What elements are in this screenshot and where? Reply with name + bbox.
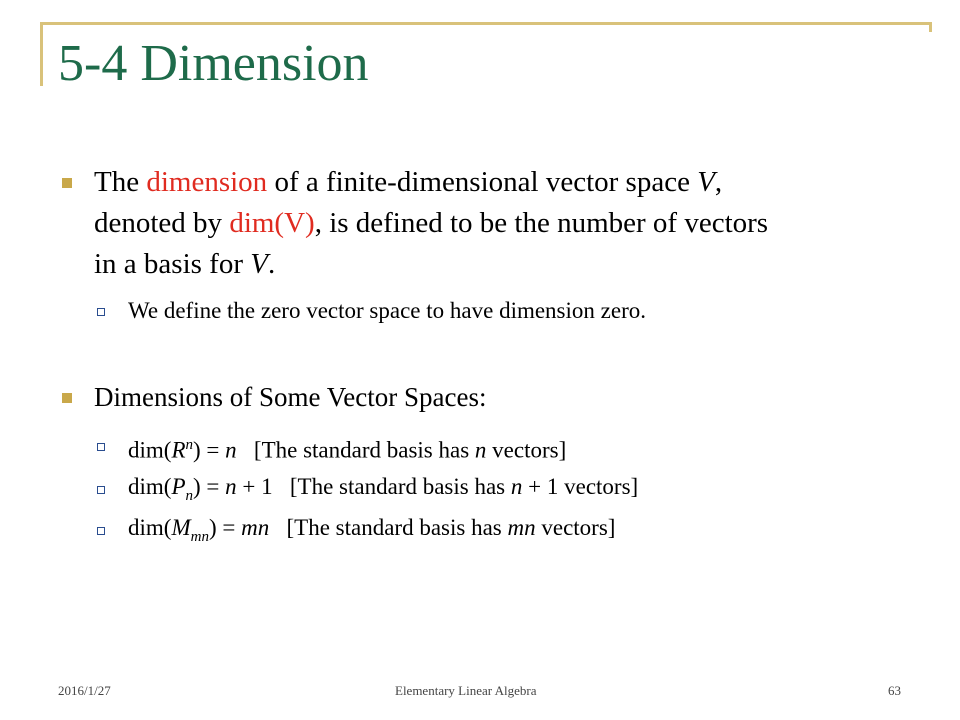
slide-frame-top-line xyxy=(40,22,932,25)
sub-bullet-square-icon xyxy=(97,527,105,535)
footer-course: Elementary Linear Algebra xyxy=(395,683,537,698)
definition-line-2: denoted by dim(V), is defined to be the number of vectors xyxy=(94,207,769,239)
definition-line-1: The dimension of a finite-dimensional vector space V, xyxy=(94,166,723,198)
bullet-square-icon xyxy=(62,178,72,188)
footer-date: 2016/1/27 xyxy=(58,683,111,698)
bullet-square-icon xyxy=(62,393,72,403)
highlight-term-dimv: dim(V) xyxy=(229,207,315,239)
sub-bullet-square-icon xyxy=(97,486,105,494)
slide-frame-left-line xyxy=(40,22,43,86)
dims-heading: Dimensions of Some Vector Spaces: xyxy=(94,382,487,412)
slide-title: 5-4 Dimension xyxy=(58,35,369,92)
dim-mmn-item: $dim(M_{mn})$ = mn [The standard basis has mn vectors] xyxy=(128,515,616,545)
dim-rn-item: $dim(R^n) = n$ [The standard basis has n vectors] xyxy=(128,437,567,463)
zero-space-note: We define the zero vector space to have dimension zero. xyxy=(128,298,646,323)
highlight-term-dimension: dimension xyxy=(146,166,268,198)
sub-bullet-square-icon xyxy=(97,443,105,451)
dim-pn-item: $dim(P_n) = n + 1$ [The standard basis has n + 1 vectors] xyxy=(128,474,639,504)
sub-bullet-square-icon xyxy=(97,308,105,316)
definition-line-3: in a basis for V. xyxy=(94,248,276,280)
slide-frame-right-tick xyxy=(929,22,932,32)
footer-page-number: 63 xyxy=(888,683,901,698)
